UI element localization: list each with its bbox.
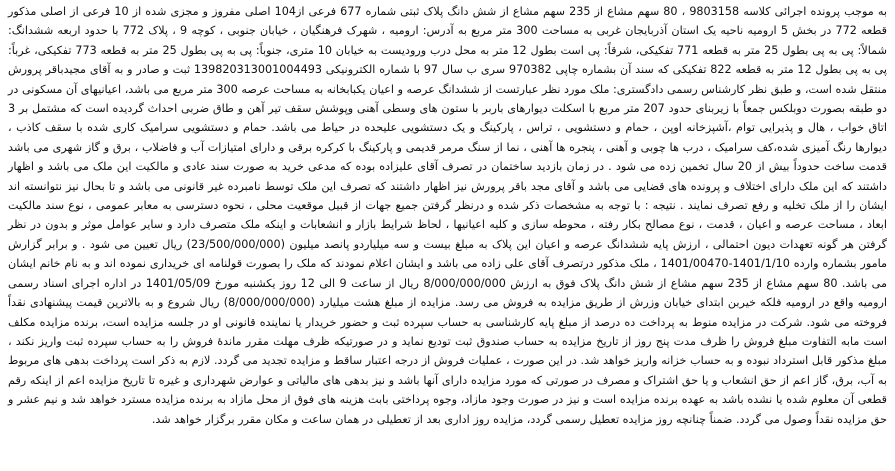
auction-notice-text: به موجب پرونده اجرائی کلاسه 9803158 ، 80 سهم مشاع از 235 سهم مشاع از شش دانگ پلاک ثبتی شماره 677 فرعی از104 اصلی مفروز و مجزی شده از 10 فرعی از اصلی مذکور قطعه 772 در بخش 5 ارومیه ناحیه یک استان آذربایجان غربی به مساحت 300 متر مربع به آدرس: ارومیه ، شهرک فرهنگیان ، خیابان جنوبی ، کوچه 9 ، پلاک 772 با حدود اربعه ششدانگ: شمالاً: پی به پی بطول 25 متر به قطعه 771 تفکیکی، شرقاً: پی است بطول 12 متر به محل درب وروديست به خیابان 10 متری، جنوباً: پی به پی بطول 25 متر به قطعه 773 تفکیکی، غرباً: پی به پی بطول 12 متر به قطعه 822 تفکیکی که سند آن بشماره چاپی 970382 سری ب سال 97 با شماره الکترونیکی 139820313001004493 ثبت و صادر و به آقای مجیدباقر پرورش منتقل شده است، و طبق نظر کارشناس رسمی دادگستری: ملک مورد نظر عبارتست از ششدانگ عرصه و اعیان یکبابخانه به مساحت عرصه 300 متر مربع می باشد، اعیانیهای آن مسکونی در دو طبقه بصورت دوبلکس جمعاً با زیربنای حدود 207 متر مربع با اسکلت دیوارهای باربر با ستون های وسطی آهنی وپوشش سقف تیر آهن و طاق ضربی احداث گردیده است که مشتمل بر 3 اتاق خواب ، هال و پذیرایی توام ،آشپزخانه اوپن ، حمام و دستشویی ، تراس ، پارکینگ و یک دستشویی علیحده در حیاط می باشد. حمام و دستشویی سرامیک کاری شده با سقف کاذب ، دیوارها رنگ آمیزی شده،کف سرامیک ، درب ها چوبی و آهنی ، پنجره ها آهنی ، نما از سنگ مرمر قدیمی و پارکینگ با کرکره برقی و دارای امتیازات آب و فاضلاب ، برق و گاز شهری می باشد قدمت ساخت حدوداً بیش از 20 سال تخمین زده می شود . در زمان بازدید ساختمان در تصرف آقای علیزاده بوده که مدعی خرید به صورت سند عادی و مالکیت این ملک می باشد و اظهار داشتند که این ملک دارای اختلاف و پرونده های قضایی می باشد و آقای مجد باقر پرورش نیز اظهار داشتند که تصرف این ملک توسط نامبرده غیر قانونی می باشد و تا بحال نیز نتوانسته اند ایشان را از ملک تخلیه و رفع تصرف نمایند . نتیجه : با توجه به مشخصات ذکر شده و درنظر گرفتن جمیع جهات از قبیل موقعیت محلی ، نحوه دسترسی به معابر عمومی ، نوع سند مالکیت ابعاد ، مساحت عرصه و اعیان ، قدمت ، نوع مصالح بکار رفته ، محوطه سازی و کلیه اعیانیها ، لحاظ شرایط بازار و انشعابات و اینکه ملک متصرف دارد و سایر عوامل موثر و بدون در نظر گرفتن هر گونه تعهدات دیون احتمالی ، ارزش پایه ششدانگ عرصه و اعیان این پلاک به مبلغ بیست و سه میلیاردو پانصد میلیون (23/500/000/000) ریال تعیین می شود . و برابر گزارش مامور بشماره وارده 1401/1/10-1401/00470 ، ملک مذکور درتصرف آقای علی زاده می باشد و ایشان اعلام نمودند که ملک را بصورت قولنامه ای خریداری نموده اند و به نام خانم ایشان می باشد. 80 سهم مشاع از 235 سهم مشاع از شش دانگ پلاک فوق به ارزش 8/000/000/000 ریال از ساعت 9 الی 12 روز یکشنبه مورخ 1401/05/09 در اداره اجرای اسناد رسمی ارومیه واقع در ارومیه فلکه خیربن ابتدای خیابان وزرش از طریق مزایده به فروش می رسد. مزایده از مبلغ هشت میلیارد (8/000/000/000) ریال شروع و به بالاترین قیمت پیشنهادی نقداً فروخته می شود. شرکت در مزایده منوط به پرداخت ده درصد از مبلغ پایه کارشناسی به حساب سپرده ثبت و حضور خریدار یا نماینده قانونی او در جلسه مزایده است، برنده مزایده مکلف است مابه التفاوت مبلغ فروش را ظرف مدت پنج روز از تاریخ مزایده به حساب صندوق ثبت تودیع نماید و در صورتیکه ظرف مهلت مقرر ماندهٔ فروش را به حساب سپرده ثبت واریز نکند ، مبلغ مذکور قابل استرداد نبوده و به حساب خزانه واریز خواهد شد. در این صورت ، عملیات فروش از درجه اعتبار ساقط و مزایده تجدید می گردد. لازم به ذکر است پرداخت بدهی های مربوط به آب، برق، گاز اعم از حق انشعاب و یا حق اشتراک و مصرف در صورتی که مورد مزایده دارای آنها باشد و نیز بدهی های مالیاتی و عوارض شهرداری و غیره تا تاریخ مزایده اعم از اینکه رقم قطعی آن معلوم شده یا نشده باشد به عهده برنده مزایده است و نیز در صورت وجود مازاد، وجوه پرداختی بابت هزینه های فوق از محل مازاد به برنده مزایده مسترد خواهد شد و نیم عشر و حق مزایده نقداً وصول می گردد. ضمناً چنانچه روز مزایده تعطیل رسمی گردد، مزایده روز اداری بعد از تعطیلی در همان ساعت و مکان مقرر برگزار خواهد شد. <box>8 5 888 426</box>
